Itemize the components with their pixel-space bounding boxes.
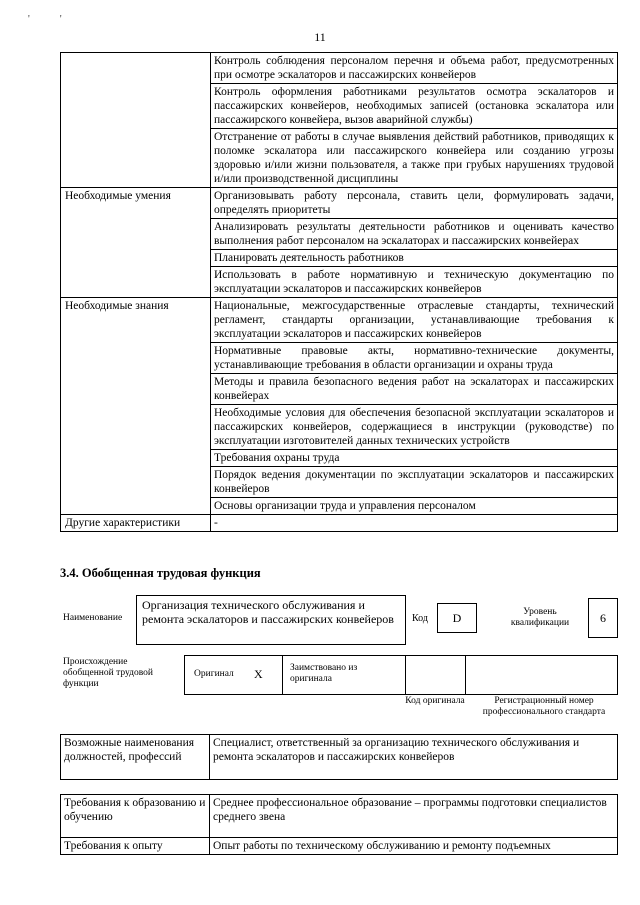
table-cell: Порядок ведения документации по эксплуатации эскалаторов и пассажирских конвейеров — [211, 467, 618, 498]
origin-label: Происхождение обобщенной трудовой функции — [63, 657, 153, 689]
table-row — [61, 298, 618, 343]
origin-divider — [405, 655, 406, 695]
code-original-label: Код оригинала — [405, 696, 465, 706]
origin-divider — [465, 655, 466, 695]
table-cell: Нормативные правовые акты, нормативно-технические документы, устанавливающие требования в области организации и охраны труда — [211, 343, 618, 374]
table-row — [61, 53, 618, 84]
borrowed-label: Заимствовано из оригинала — [290, 663, 358, 684]
skills-knowledge-table — [60, 52, 618, 532]
positions-value: Специалист, ответственный за организацию технического обслуживания и ремонта эскалаторов и пассажирских конвейеров — [210, 735, 618, 780]
table-cell: Анализировать результаты деятельности работников и оценивать качество выполнения работ персоналом на эскалаторах и пассажирских конвейерах — [211, 219, 618, 250]
positions-label: Возможные наименования должностей, профессий — [61, 735, 210, 780]
table-cell: Требования охраны труда — [211, 450, 618, 467]
table-cell: Основы организации труда и управления персоналом — [211, 498, 618, 515]
experience-label: Требования к опыту — [61, 838, 210, 855]
table-cell: Отстранение от работы в случае выявления действий работников, приводящих к поломке эскалатора или пассажирского конвейера или созданию угрозы здоровью и/или жизни пользователя, а также при грубых нарушениях трудовой и/или производственной дисциплины — [211, 129, 618, 188]
experience-value: Опыт работы по техническому обслуживанию и ремонту подъемных — [210, 838, 618, 855]
table-cell: Методы и правила безопасного ведения работ на эскалаторах и пассажирских конвейерах — [211, 374, 618, 405]
level-label: Уровень квалификации — [510, 607, 570, 628]
level-value: 6 — [600, 611, 606, 625]
original-label: Оригинал — [194, 669, 234, 679]
education-value: Среднее профессиональное образование – программы подготовки специалистов среднего звена — [210, 795, 618, 838]
code-label: Код — [412, 613, 428, 624]
table-cell: Планировать деятельность работников — [211, 250, 618, 267]
table-cell: Организовывать работу персонала, ставить цели, формулировать задачи, определять приоритеты — [211, 188, 618, 219]
reg-number-label: Регистрационный номер профессионального стандарта — [482, 696, 606, 717]
name-value: Организация технического обслуживания и ремонта эскалаторов и пассажирских конвейеров — [142, 598, 394, 626]
origin-divider — [282, 655, 283, 695]
requirements-table — [60, 794, 618, 855]
name-label: Наименование — [63, 613, 123, 623]
table-cell: - — [211, 515, 618, 532]
row-label-other: Другие характеристики — [61, 515, 211, 532]
corner-mark: ' — [28, 14, 60, 25]
table-cell: Контроль оформления работниками результатов осмотра эскалаторов и пассажирских конвейеров, необходимых записей (остановка эскалатора или пассажирского конвейера, вызов аварийной службы) — [211, 84, 618, 129]
table-cell: Национальные, межгосударственные отраслевые стандарты, технический регламент, стандарты организации, устанавливающие требования к эксплуатации эскалаторов и пассажирских конвейеров — [211, 298, 618, 343]
table-row — [61, 188, 618, 219]
education-label: Требования к образованию и обучению — [61, 795, 210, 838]
code-value: D — [452, 611, 462, 625]
row-label-skills: Необходимые умения — [61, 188, 211, 298]
corner-marks — [28, 14, 92, 25]
table-row — [61, 735, 618, 780]
row-label-knowledge: Необходимые знания — [61, 298, 211, 515]
table-row — [61, 515, 618, 532]
table-cell: Необходимые условия для обеспечения безопасной эксплуатации эскалаторов и пассажирских конвейеров, содержащиеся в инструкции (руководстве) по эксплуатации изготовителей данных технических устройств — [211, 405, 618, 450]
original-mark: X — [254, 667, 263, 681]
page-number: 11 — [314, 30, 326, 44]
row-label — [61, 53, 211, 188]
table-cell: Использовать в работе нормативную и техническую документацию по эксплуатации эскалаторов и пассажирских конвейеров — [211, 267, 618, 298]
section-title: 3.4. Обобщенная трудовая функция — [60, 566, 261, 580]
positions-table — [60, 734, 618, 780]
origin-box — [184, 655, 618, 695]
corner-mark: ' — [59, 14, 92, 25]
table-cell: Контроль соблюдения персоналом перечня и объема работ, предусмотренных при осмотре эскалаторов и пассажирских конвейеров — [211, 53, 618, 84]
table-row — [61, 838, 618, 855]
table-row — [61, 795, 618, 838]
